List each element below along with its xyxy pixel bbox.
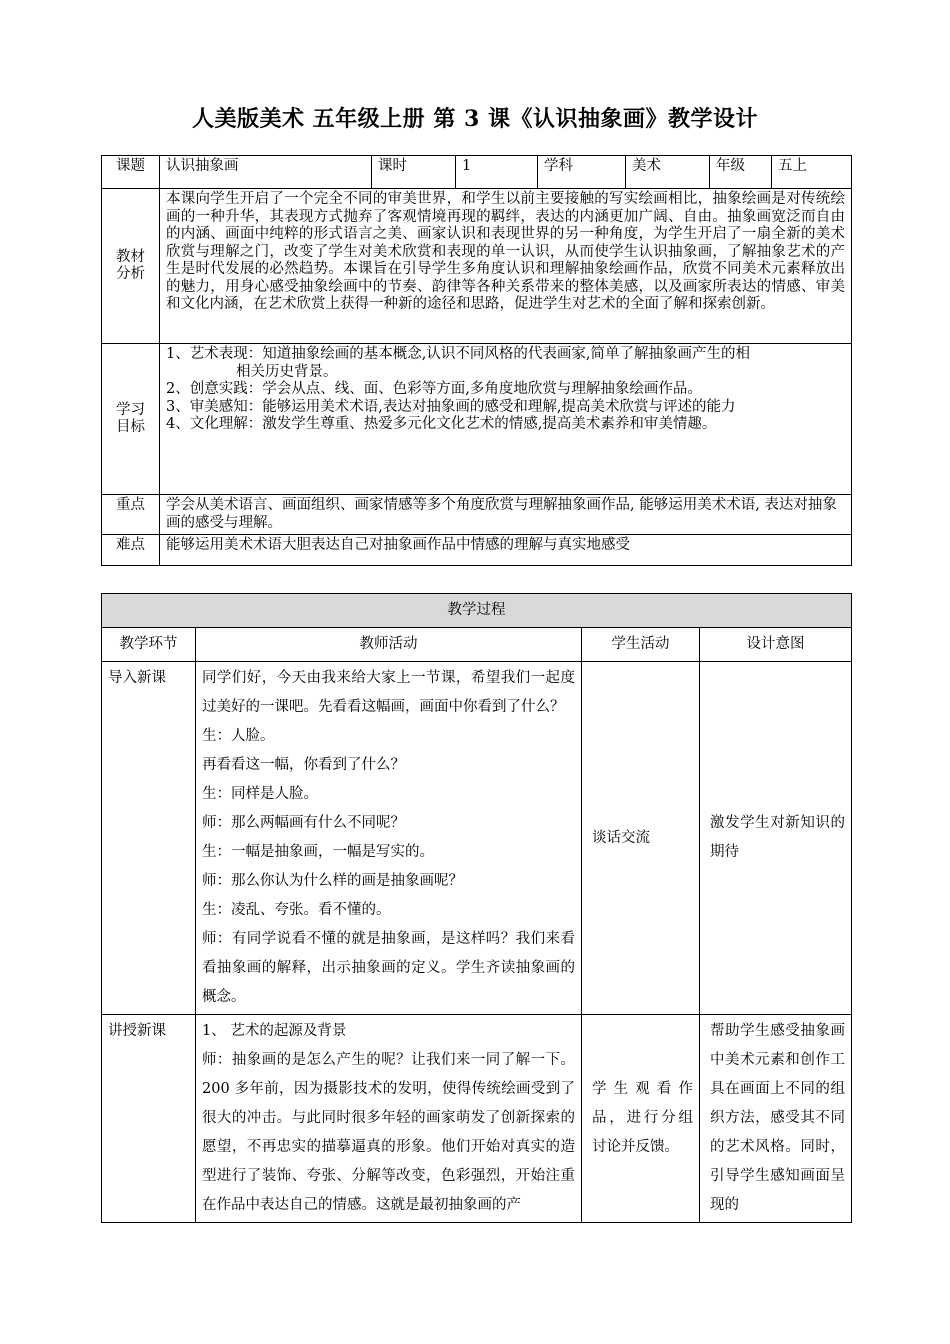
topic-label: 课题 [102, 156, 160, 189]
grade-value: 五上 [772, 156, 852, 189]
stage-cell: 导入新课 [102, 662, 196, 1015]
process-header: 教学过程 [102, 594, 852, 628]
difficulty-label: 难点 [102, 535, 160, 566]
subject-value: 美术 [626, 156, 710, 189]
goal-item: 1、艺术表现：知道抽象绘画的基本概念,认识不同风格的代表画家,简单了解抽象画产生的相 [166, 346, 750, 362]
difficulty-row [102, 535, 852, 566]
goal-item: 相关历史背景。 [236, 363, 338, 380]
column-header: 教师活动 [196, 628, 582, 662]
goals-row [102, 344, 852, 495]
column-header: 设计意图 [700, 628, 852, 662]
teacher-activity [196, 662, 582, 1015]
goals-list [160, 344, 852, 495]
teacher-line: 再看看这一幅，你看到了什么？ [202, 757, 405, 773]
goal-item: 4、文化理解：激发学生尊重、热爱多元化文化艺术的情感,提高美术素养和审美情趣。 [166, 416, 717, 432]
teacher-line: 师：有同学说看不懂的就是抽象画，是这样吗？我们来看看抽象画的解释，出示抽象画的定义。学生齐读抽象画的概念。 [202, 931, 575, 1005]
hours-label: 课时 [372, 156, 456, 189]
design-intent: 帮助学生感受抽象画中美术元素和创作工具在画面上不同的组织方法，感受其不同的艺术风格。同时，引导学生感知画面呈现的 [700, 1015, 852, 1223]
stage-cell: 讲授新课 [102, 1015, 196, 1223]
grade-label: 年级 [710, 156, 772, 189]
teacher-line: 师：那么两幅画有什么不同呢？ [202, 815, 405, 831]
teacher-line: 1、 艺术的起源及背景 [202, 1023, 347, 1039]
teacher-line: 生：一幅是抽象画，一幅是写实的。 [202, 844, 434, 860]
goal-item: 2、创意实践：学会从点、线、面、色彩等方面,多角度地欣赏与理解抽象绘画作品。 [166, 381, 702, 397]
process-row [102, 662, 852, 1015]
student-activity: 谈话交流 [582, 662, 700, 1015]
column-header: 教学环节 [102, 628, 196, 662]
goal-item: 3、审美感知：能够运用美术术语,表达对抽象画的感受和理解,提高美术欣赏与评述的能力 [166, 398, 736, 415]
key-row [102, 495, 852, 535]
difficulty-text: 能够运用美术术语大胆表达自己对抽象画作品中情感的理解与真实地感受 [160, 535, 852, 566]
analysis-label: 教材 分析 [102, 189, 160, 344]
column-header: 学生活动 [582, 628, 700, 662]
teacher-line: 生：人脸。 [202, 728, 275, 744]
process-row [102, 1015, 852, 1223]
info-table [101, 155, 852, 566]
teacher-activity [196, 1015, 582, 1223]
teacher-line: 生：同样是人脸。 [202, 786, 318, 802]
design-intent: 激发学生对新知识的期待 [700, 662, 852, 1015]
process-columns-row [102, 628, 852, 662]
goals-label: 学习 目标 [102, 344, 160, 495]
analysis-row [102, 189, 852, 344]
process-header-row [102, 594, 852, 628]
process-table [101, 593, 852, 1223]
teacher-line: 师：那么你认为什么样的画是抽象画呢？ [202, 873, 463, 889]
subject-label: 学科 [538, 156, 626, 189]
student-activity: 学生观看作品，进行分组讨论并反馈。 [582, 1015, 700, 1223]
teacher-line: 生：凌乱、夸张。看不懂的。 [202, 902, 391, 918]
hours-value: 1 [456, 156, 538, 189]
teacher-line: 同学们好，今天由我来给大家上一节课，希望我们一起度过美好的一课吧。先看看这幅画，画面中你看到了什么？ [202, 670, 575, 715]
topic-value: 认识抽象画 [160, 156, 372, 189]
info-row [102, 156, 852, 189]
analysis-text: 本课向学生开启了一个完全不同的审美世界，和学生以前主要接触的写实绘画相比，抽象绘画是对传统绘画的一种升华，其表现方式抛弃了客观情境再现的羁绊，表达的内涵更加广阔、自由。抽象画宽泛而自由的内涵、画面中纯粹的形式语言之美、画家认识和表现世界的另一种角度，为学生开启了一扇全新的美术欣赏与理解之门，改变了学生对美术欣赏和表现的单一认识，从而使学生认识抽象画，了解抽象艺术的产生是时代发展的必然趋势。本课旨在引导学生多角度认识和理解抽象绘画作品，欣赏不同美术元素释放出的魅力，用身心感受抽象绘画中的节奏、韵律等各种关系带来的整体美感，以及画家所表达的情感、审美和文化内涵，在艺术欣赏上获得一种新的途径和思路，促进学生对艺术的全面了解和探索创新。 [160, 189, 852, 344]
document-title: 人美版美术 五年级上册 第 3 课《认识抽象画》教学设计 [192, 106, 758, 132]
key-text: 学会从美术语言、画面组织、画家情感等多个角度欣赏与理解抽象画作品, 能够运用美术术语, 表达对抽象画的感受与理解。 [160, 495, 852, 535]
key-label: 重点 [102, 495, 160, 535]
teacher-line: 师：抽象画的是怎么产生的呢？让我们来一同了解一下。200 多年前，因为摄影技术的发明，使得传统绘画受到了很大的冲击。与此同时很多年轻的画家萌发了创新探索的愿望，不再忠实的描摹逼真的形象。他们开始对真实的造型进行了装饰、夸张、分解等改变，色彩强烈，开始注重在作品中表达自己的情感。这就是最初抽象画的产 [202, 1052, 575, 1213]
